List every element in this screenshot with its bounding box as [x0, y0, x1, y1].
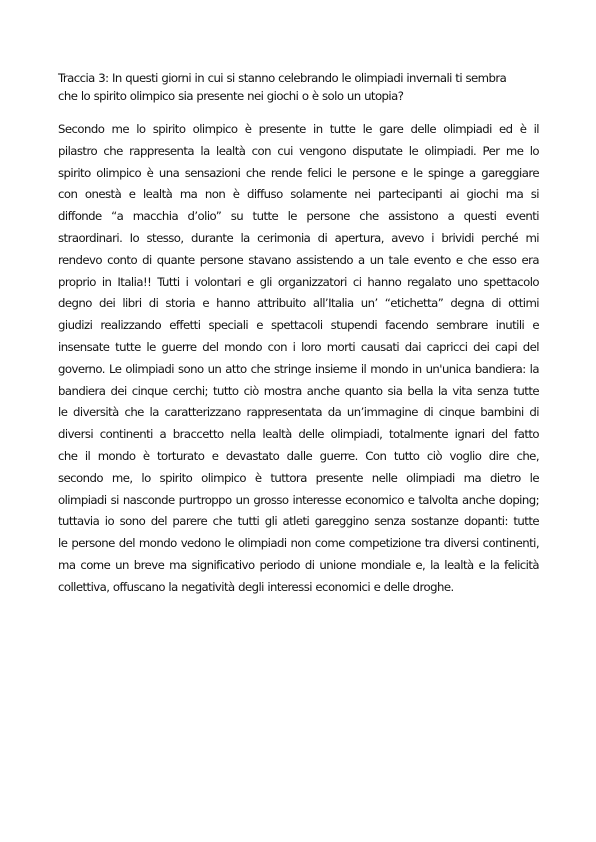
- paragraph-line: straordinari. Io stesso, durante la cerimonia di apertura, avevo i brividi perché mi: [58, 230, 539, 245]
- paragraph-line: ma come un breve ma significativo periodo di unione mondiale e, la lealtà e la felicità: [58, 557, 539, 572]
- paragraph-line: insensate tutte le guerre del mondo con i loro morti causati dai capricci dei capi del: [58, 339, 539, 354]
- paragraph-line: le persone del mondo vedono le olimpiadi non come competizione tra diversi continenti,: [58, 536, 539, 551]
- paragraph-line: spirito olimpico è una sensazioni che rende felici le persone e le spinge a gareggiare: [58, 165, 539, 180]
- paragraph-line: secondo me, lo spirito olimpico è tuttora presente nelle olimpiadi ma dietro le: [58, 470, 539, 485]
- paragraph-line: che il mondo è torturato e devastato dalle guerre. Con tutto ciò voglio dire che,: [58, 448, 539, 463]
- paragraph-line: Secondo me lo spirito olimpico è presente in tutte le gare delle olimpiadi ed è il: [58, 122, 539, 136]
- essay-paragraph: [58, 119, 539, 599]
- paragraph-line: pilastro che rappresenta la lealtà con cui vengono disputate le olimpiadi. Per me lo: [58, 143, 539, 158]
- title-line: Traccia 3: In questi giorni in cui si stanno celebrando le olimpiadi invernali ti sembra: [58, 71, 507, 85]
- paragraph-line: giudizi realizzando effetti speciali e spettacoli stupendi facendo sembrare inutili e: [58, 318, 539, 333]
- paragraph-line: rendevo conto di quante persone stavano assistendo a un tale evento e che esso era: [58, 252, 539, 267]
- paragraph-line: proprio in Italia!! Tutti i volontari e gli organizzatori ci hanno regalato uno spettacolo: [58, 274, 539, 289]
- paragraph-line: con onestà e lealtà ma non è diffuso solamente nei partecipanti ai giochi ma si: [58, 187, 539, 202]
- paragraph-line: olimpiadi si nasconde purtroppo un grosso interesse economico e talvolta anche doping;: [58, 492, 539, 507]
- paragraph-line: collettiva, offuscano la negatività degli interessi economici e delle droghe.: [58, 579, 454, 594]
- paragraph-line: bandiera dei cinque cerchi; tutto ciò mostra anche quanto sia bella la vita senza tutte: [58, 383, 539, 398]
- paragraph-line: governo. Le olimpiadi sono un atto che stringe insieme il mondo in un'unica bandiera: la: [58, 361, 539, 376]
- assignment-title: [58, 69, 539, 105]
- paragraph-line: diversi continenti a braccetto nella lealtà delle olimpiadi, totalmente ignari del fatto: [58, 427, 539, 442]
- paragraph-line: le diversità che la caratterizzano rappresentata da un’immagine di cinque bambini di: [58, 405, 539, 420]
- paragraph-line: tuttavia io sono del parere che tutti gli atleti gareggino senza sostanze dopanti: tutte: [58, 514, 539, 529]
- title-line: che lo spirito olimpico sia presente nei giochi o è solo un utopia?: [58, 89, 404, 103]
- paragraph-line: diffonde “a macchia d’olio” su tutte le persone che assistono a questi eventi: [58, 209, 539, 224]
- paragraph-line: degno dei libri di storia e hanno attribuito all’Italia un’ “etichetta” degna di ottimi: [58, 296, 539, 311]
